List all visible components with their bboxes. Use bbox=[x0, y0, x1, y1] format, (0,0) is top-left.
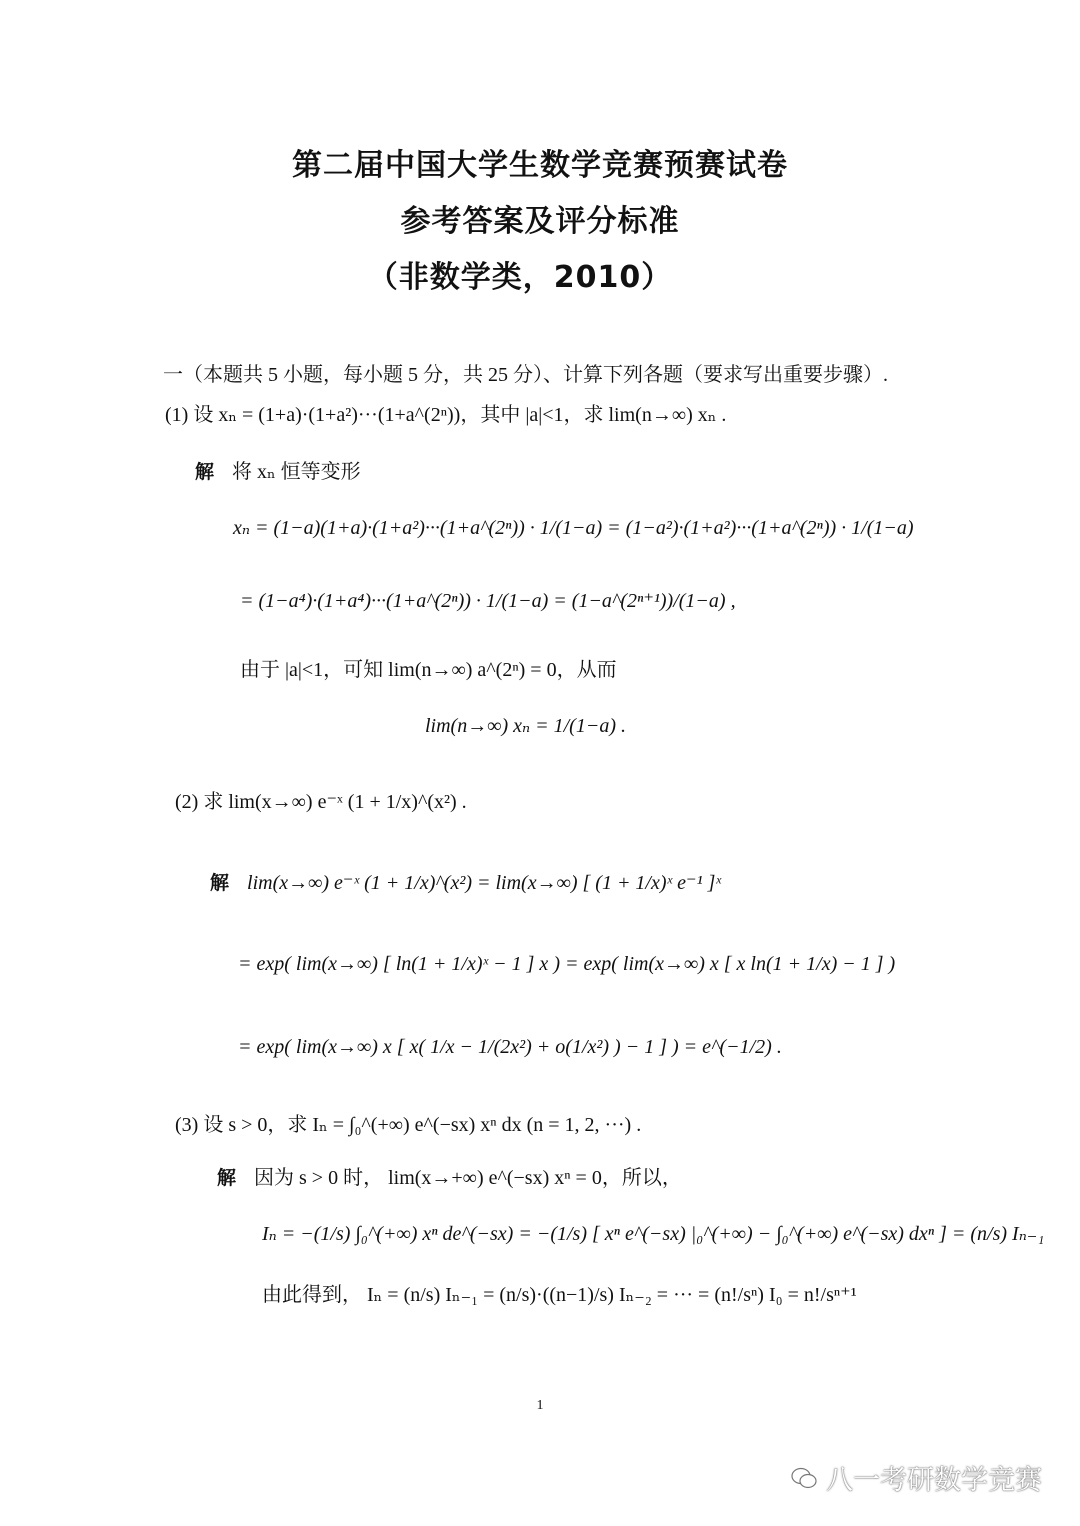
formula-line: = exp( lim(x→∞) x [ x( 1/x − 1/(2x²) + o(1/x²) ) − 1 ] ) = e^(−1/2) . bbox=[238, 1036, 782, 1058]
formula-line: 由此得到， Iₙ = (n/s) Iₙ₋₁ = (n/s)·((n−1)/s) Iₙ₋₂ = ··· = (n!/sⁿ) I₀ = n!/sⁿ⁺¹ bbox=[262, 1284, 857, 1306]
problem-2-solution bbox=[210, 868, 721, 895]
problem-3-solution bbox=[217, 1161, 682, 1190]
wechat-icon bbox=[790, 1466, 818, 1490]
formula-line: 由于 |a|<1，可知 lim(n→∞) a^(2ⁿ) = 0，从而 bbox=[240, 659, 617, 681]
formula-line: xₙ = (1−a)(1+a)·(1+a²)···(1+a^(2ⁿ)) · 1/(1−a) = (1−a²)·(1+a²)···(1+a^(2ⁿ)) · 1/(1−a) bbox=[233, 517, 914, 539]
problem-1-solution-intro bbox=[195, 455, 361, 484]
problem-2-question: (2) 求 lim(x→∞) e⁻ˣ (1 + 1/x)^(x²) . bbox=[175, 791, 467, 813]
solution-label: 解 bbox=[217, 1167, 237, 1189]
problem-1-question: (1) 设 xₙ = (1+a)·(1+a²)···(1+a^(2ⁿ))，其中 |a|<1，求 lim(n→∞) xₙ . bbox=[165, 404, 727, 426]
solution-text: 因为 s > 0 时， lim(x→+∞) e^(−sx) xⁿ = 0，所以， bbox=[254, 1167, 682, 1189]
problem-3-question: (3) 设 s > 0，求 Iₙ = ∫₀^(+∞) e^(−sx) xⁿ dx (n = 1, 2, ···) . bbox=[175, 1114, 642, 1136]
document-category: （非数学类，2010） bbox=[367, 260, 673, 295]
solution-text: 将 xₙ 恒等变形 bbox=[232, 461, 361, 483]
solution-label: 解 bbox=[210, 872, 230, 894]
formula-line: = (1−a⁴)·(1+a⁴)···(1+a^(2ⁿ)) · 1/(1−a) = (1−a^(2ⁿ⁺¹))/(1−a) , bbox=[240, 590, 736, 612]
document-subtitle: 参考答案及评分标准 bbox=[400, 204, 680, 239]
page-number: 1 bbox=[536, 1398, 544, 1413]
formula-line: lim(x→∞) e⁻ˣ (1 + 1/x)^(x²) = lim(x→∞) [ (1 + 1/x)ˣ e⁻¹ ]ˣ bbox=[247, 872, 722, 894]
formula-result: lim(n→∞) xₙ = 1/(1−a) . bbox=[425, 715, 626, 737]
watermark bbox=[790, 1458, 1042, 1497]
formula-line: Iₙ = −(1/s) ∫₀^(+∞) xⁿ de^(−sx) = −(1/s) [ xⁿ e^(−sx) |₀^(+∞) − ∫₀^(+∞) e^(−sx) dxⁿ ] = (n/s) Iₙ₋₁ bbox=[262, 1223, 1045, 1245]
section-heading: 一（本题共 5 小题，每小题 5 分，共 25 分）、计算下列各题（要求写出重要步骤）. bbox=[163, 364, 888, 386]
document-title: 第二届中国大学生数学竞赛预赛试卷 bbox=[292, 148, 788, 183]
solution-label: 解 bbox=[195, 461, 215, 483]
formula-line: = exp( lim(x→∞) [ ln(1 + 1/x)ˣ − 1 ] x ) = exp( lim(x→∞) x [ x ln(1 + 1/x) − 1 ] ) bbox=[238, 953, 896, 975]
watermark-text: 八一考研数学竞赛 bbox=[826, 1465, 1042, 1496]
